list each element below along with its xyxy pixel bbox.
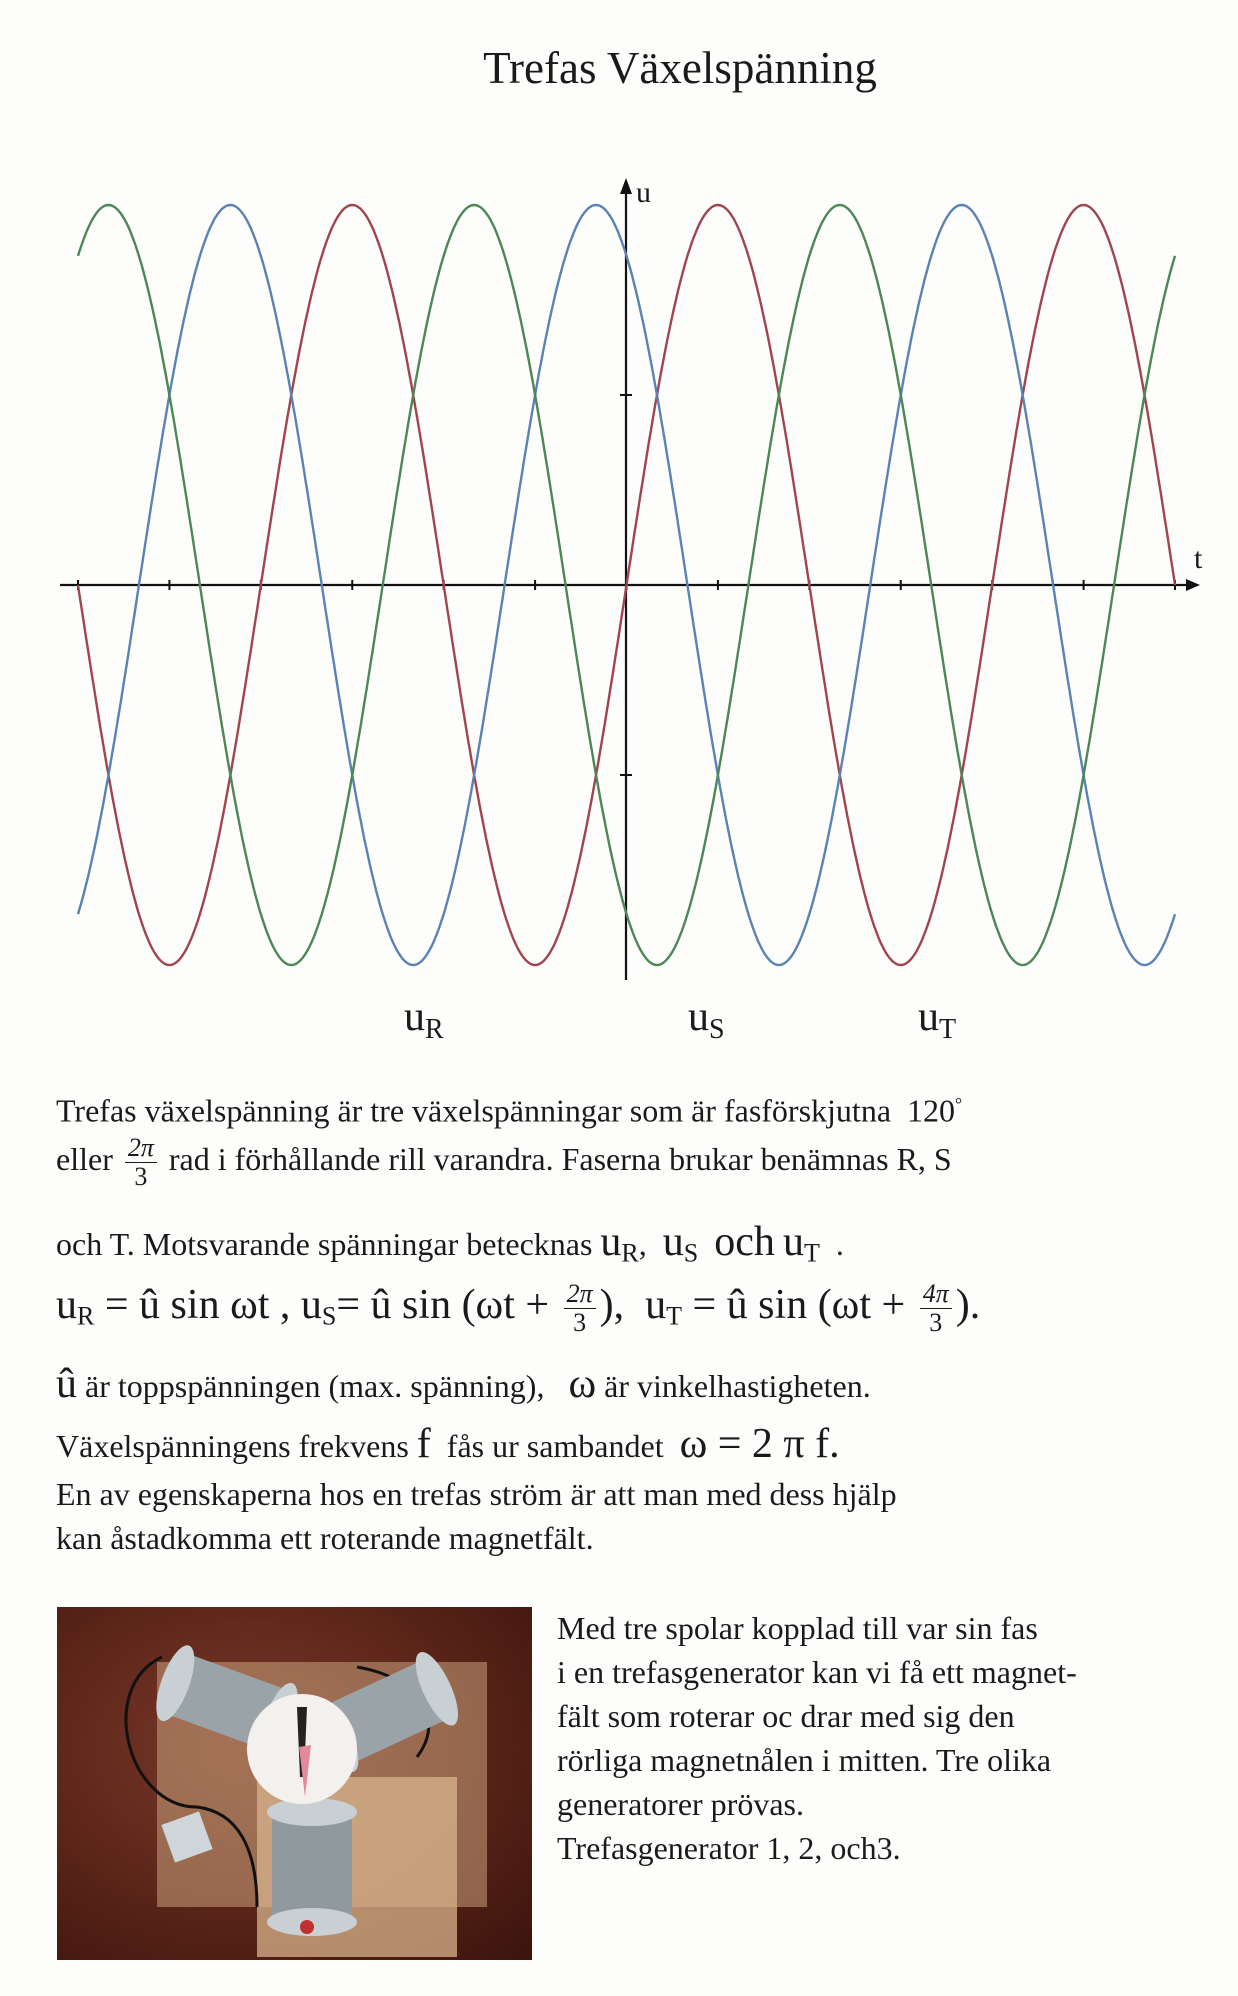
symbol-uS: $u_S$ <box>662 1219 699 1268</box>
page-title: Trefas Växelspänning <box>483 43 877 93</box>
side-line: Trefasgenerator 1, 2, och3. <box>557 1830 901 1866</box>
text: rad i förhållande rill varandra. Faserna brukar benämnas R, S <box>168 1140 952 1177</box>
y-axis-label: u <box>636 176 651 209</box>
side-line: rörliga magnetnålen i mitten. Tre olika <box>557 1742 1052 1778</box>
fraction-2pi-3: $\frac{2\pi}{3}$ <box>125 1134 157 1191</box>
x-axis-label: t <box>1194 542 1203 575</box>
omega-symbol: ω <box>568 1361 597 1407</box>
symbol-uT: $u_T$ <box>782 1219 820 1268</box>
uhat-symbol: û <box>56 1361 77 1407</box>
series-label-uR: uR <box>404 994 444 1045</box>
symbol-uR: $u_R$ <box>600 1219 639 1268</box>
side-line: generatorer prövas. <box>557 1786 804 1822</box>
paragraph-uhat: û är toppspänningen (max. spänning), ω är vinkelhastigheten. <box>56 1361 871 1407</box>
symbol-uT: $u_T$ <box>645 1282 682 1331</box>
chart-axes <box>60 178 1200 980</box>
angle-value: 120 <box>907 1092 956 1129</box>
paragraph-line-rotating-2: kan åstadkomma ett roterande magnetfält. <box>56 1520 594 1556</box>
fraction-4pi-3: $\frac{4\pi}{3}$ <box>920 1280 952 1337</box>
paragraph-line-2 <box>56 1134 1186 1191</box>
paragraph-line-3: och T. Motsvarande spänningar betecknas $u_R$, $u_S$ och $u_T$ . <box>56 1219 844 1268</box>
paragraph-line-rotating-1: En av egenskaperna hos en trefas ström är att man med dess hjälp <box>56 1476 897 1512</box>
side-line: Med tre spolar kopplad till var sin fas <box>557 1610 1038 1646</box>
fraction-2pi-3: $\frac{2\pi}{3}$ <box>564 1280 596 1337</box>
symbol-uS: $u_S$ <box>300 1282 337 1331</box>
series-label-uT: uT <box>918 994 957 1045</box>
degree-symbol: ° <box>955 1094 963 1114</box>
formula-line: $u_R$ = û sin ωt , $u_S=$ û sin (ωt + $\frac{2\pi}{3}$ ), $u_T$ = û sin (ωt + $\frac{4\pi}{3}$ ). <box>56 1278 981 1337</box>
side-line: fält som roterar oc drar med sig den <box>557 1698 1015 1734</box>
x-axis-arrow <box>1186 579 1200 591</box>
text: Trefas växelspänning är tre växelspänningar som är fasförskjutna <box>56 1092 892 1129</box>
f-symbol: f <box>416 1421 431 1467</box>
omega-equation: ω = 2 π f. <box>679 1421 840 1467</box>
series-label-uS: uS <box>688 994 725 1045</box>
och-text: och <box>714 1219 775 1265</box>
text: och T. Motsvarande spänningar betecknas <box>56 1226 593 1262</box>
symbol-uR: $u_R$ <box>56 1282 95 1331</box>
side-line: i en trefasgenerator kan vi få ett magnet- <box>557 1654 1077 1690</box>
text: eller <box>56 1140 113 1177</box>
paragraph-frequency: Växelspänningens frekvens f fås ur sambandet ω = 2 π f. <box>56 1421 840 1467</box>
generator-photo <box>57 1607 532 1960</box>
side-description <box>557 1606 1197 1870</box>
y-axis-arrow <box>620 178 632 194</box>
paragraph-line-1 <box>56 1084 1186 1131</box>
